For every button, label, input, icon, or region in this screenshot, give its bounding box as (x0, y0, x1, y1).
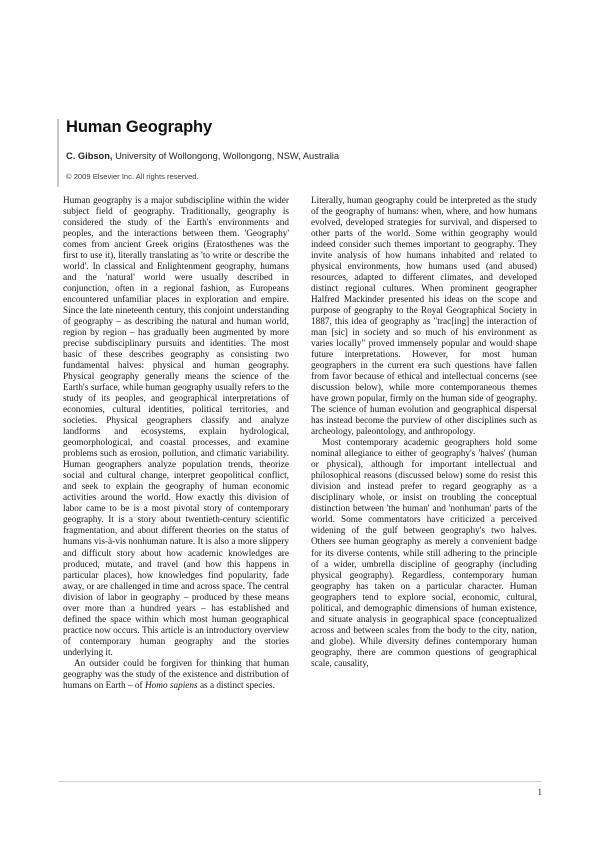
paragraph-text-tail: as a distinct species. (197, 680, 275, 691)
copyright-notice: © 2009 Elsevier Inc. All rights reserved. (66, 171, 199, 181)
left-margin-rule (57, 119, 59, 187)
species-name-italic: Homo sapiens (144, 680, 198, 691)
page-number: 1 (537, 787, 542, 797)
author-name: C. Gibson, (66, 150, 113, 161)
article-header (66, 118, 534, 182)
paragraph: Literally, human geography could be interpreted as the study of the geography of humans: when, where, and how humans evolved, developed strategies for survival, and dispersed to other parts of the world. Some within geography would indeed consider such themes important to geography. They invite analysis of how humans inhabited and related to physical environments, how humans used (and abused) resources, adapted to different climates, and developed distinct regional cultures. When prominent geographer Halfred Mackinder presented his ideas on the scope and purpose of geography to the Royal Geographical Society in 1887, this idea of geography as "trac[ing] the interaction of man [sic] in society and so much of his environment as varies locally" proved immensely popular and would shape future interpretations. However, for most human geographers in the current era such questions have fallen from favor because of ethical and intellectual concerns (see discussion below), while more contemporaneous themes have grown popular, firmly on the human side of geography. The science of human evolution and geographical dispersal has instead become the purview of other disciplines such as archeology, paleontology, and anthropology. (311, 196, 537, 438)
paragraph: Most contemporary academic geographers hold some nominal allegiance to either of geography's 'halves' (human or physical), although for important intellectual and philosophical reasons (discussed below) some do resist this division and instead prefer to regard geography as a disciplinary whole, or insist on troubling the conceptual distinction between 'the human' and 'nonhuman' parts of the world. Some commentators have criticized a perceived widening of the gulf between geography's two halves. Others see human geography as merely a convenient badge for its diverse contents, while still adhering to the principle of a wider, umbrella discipline of geography (including physical geography). Regardless, contemporary human geography has taken on a particular character. Human geographers tend to explore social, economic, cultural, political, and demographic dimensions of human existence, and situate analysis in geographical space (conceptualized across and between scales from the body to the city, nation, and globe). While diversity defines contemporary human geography, there are common questions of geographical scale, causality, (311, 438, 537, 669)
byline (66, 150, 534, 162)
author-affiliation: University of Wollongong, Wollongong, NSW, Australia (112, 150, 340, 161)
footer-divider (58, 781, 542, 782)
article-body (63, 196, 537, 692)
right-column (311, 196, 537, 692)
page-title: Human Geography (66, 118, 213, 136)
paragraph (63, 659, 289, 692)
paragraph-text-lead: An outsider could be forgiven for thinking that human geography was the study of the existence and distribution of humans on Earth – of (63, 658, 289, 691)
left-column (63, 196, 289, 692)
paragraph: Human geography is a major subdiscipline within the wider subject field of geography. Traditionally, geography is considered the study of the Earth's environments and peoples, and the interactions between them. 'Geography' comes from ancient Greek origins (Eratosthenes was the first to use it), literally translating as 'to write or describe the world'. In classical and Enlightenment geography, humans and the 'natural' world were usually described in conjunction, often in a regional fashion, as Europeans encountered unfamiliar places in exploration and empire. Since the late nineteenth century, this conjoint understanding of geography – as describing the natural and human world, region by region – has gradually been augmented by more precise subdisciplinary pursuits and identities. The most basic of these describes geography as consisting two fundamental halves: physical and human geography. Physical geography generally means the science of the Earth's surface, while human geography usually refers to the study of its peoples, and geographical interpretations of economies, cultural identities, political territories, and societies. Physical geographers classify and analyze landforms and ecosystems, explain hydrological, geomorphological, and coastal processes, and examine problems such as erosion, pollution, and climatic variability. Human geographers analyze population trends, theorize social and cultural change, interpret geopolitical conflict, and seek to explain the geography of human economic activities around the world. How exactly this division of labor came to be is a most pivotal story of contemporary geography. It is a story about twentieth-century scientific fragmentation, and about different theories on the status of humans vis-à-vis nonhuman nature. It is also a more slippery and difficult story about how academic knowledges are produced, mutate, and travel (and how this happens in particular places), how knowledges find popularity, fade away, or are challenged in time and across space. The central division of labor in geography – produced by these means over more than a hundred years – has established and defined the space within which most human geographical practice now occurs. This article is an introductory overview of contemporary human geography and the stories underlying it. (63, 196, 289, 658)
